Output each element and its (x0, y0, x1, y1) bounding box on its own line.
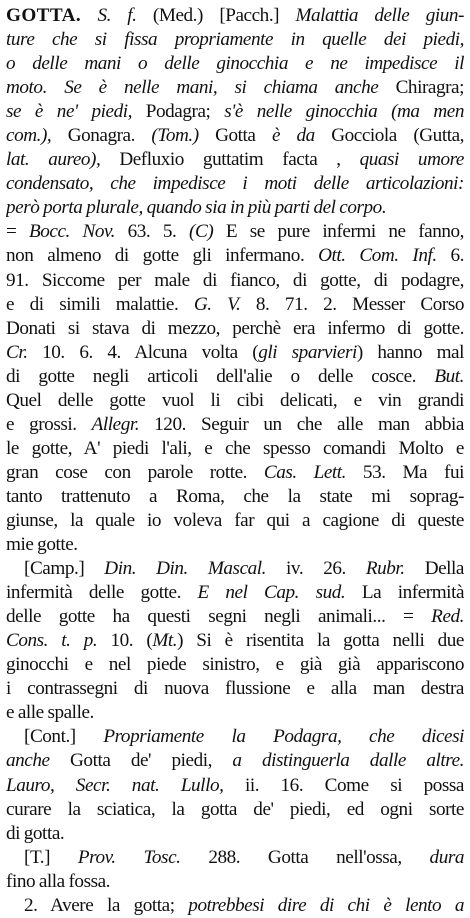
italic-span: Mt. (152, 630, 178, 652)
text-span: e alle spalle. (6, 702, 94, 724)
italic-span: Cas. Lett. (263, 461, 363, 483)
italic-span: S. f. (81, 5, 153, 26)
text-span: Podagra; (145, 101, 225, 123)
italic-span: (Tom.) (151, 125, 216, 147)
text-span: i contrassegni di nuova flussione e alla man destra (6, 678, 464, 700)
italic-span: Cons. t. p. (6, 630, 111, 652)
text-line (6, 461, 464, 485)
text-span: 288. Gotta nell'ossa, (208, 846, 430, 868)
text-line (6, 894, 464, 918)
text-span: giunse, la quale io voleva far qui a cagione di queste (6, 509, 464, 531)
text-span: le gotte, A' piedi l'ali, e che spesso comandi Molto e (6, 437, 464, 459)
text-span: 2. Avere la gotta; (24, 894, 189, 916)
italic-span: potrebbesi dire di chi è lento a (188, 894, 464, 916)
text-span: ii. 16. Come si possa (244, 774, 464, 796)
text-line (6, 557, 464, 581)
text-span: 91. Siccome per male di fianco, di gotte, di podagre, (6, 269, 464, 291)
text-line (6, 509, 464, 533)
italic-span: E nel Cap. sud. (197, 582, 362, 604)
text-span: Gocciola (Gutta, (331, 125, 464, 147)
italic-span: a distinguerla dalle altre. (232, 750, 464, 772)
text-span: mie gotte. (6, 534, 78, 556)
text-line (6, 52, 464, 76)
text-line (6, 846, 464, 870)
text-line (6, 389, 464, 413)
text-span: ) hanno mal (356, 341, 464, 363)
italic-span: ture che si fissa propriamente in quelle dei piedi, (6, 29, 464, 51)
text-span: La infermità (361, 582, 464, 604)
text-line (6, 749, 464, 773)
italic-span: Prov. Tosc. (77, 846, 209, 868)
text-span: 53. Ma fui (362, 461, 464, 483)
text-line (6, 220, 464, 244)
italic-span: Allegr. (91, 413, 155, 435)
text-span: Gotta de' piedi, (70, 750, 233, 772)
text-line (6, 822, 464, 846)
text-line (6, 605, 464, 629)
italic-span: gli sparvieri (258, 341, 357, 363)
text-span: 120. Seguir un che alle man abbia (154, 413, 464, 435)
text-span: [T.] (24, 846, 78, 868)
text-line (6, 629, 464, 653)
text-span: = (6, 221, 29, 243)
text-span: Gotta (215, 125, 272, 147)
text-line (6, 365, 464, 389)
italic-span: (C) (189, 221, 226, 243)
text-span: Gonagra. (67, 125, 152, 147)
text-line (6, 269, 464, 293)
text-line (6, 437, 464, 461)
text-line (6, 485, 464, 509)
text-line (6, 100, 464, 124)
italic-span: lat. aureo), (6, 149, 120, 171)
text-line (6, 653, 464, 677)
text-span: Della (424, 558, 464, 580)
text-line (6, 148, 464, 172)
italic-span: Ott. Com. Inf. (318, 245, 451, 267)
text-span: gran cose con parole rotte. (6, 461, 264, 483)
text-line (6, 413, 464, 437)
text-line (6, 677, 464, 701)
text-span: Chiragra; (395, 77, 464, 99)
italic-span: se è ne' piedi, (6, 101, 146, 123)
italic-span: è da (271, 125, 332, 147)
italic-span: s'è nelle ginocchia (ma men (224, 101, 464, 123)
italic-span: però porta plurale, quando sia in più parti del corpo. (6, 197, 387, 219)
italic-span: com.), (6, 125, 68, 147)
text-line (6, 293, 464, 317)
italic-span: G. V. (193, 293, 256, 315)
text-line (6, 28, 464, 52)
text-line (6, 341, 464, 365)
text-span: non almeno di gotte gli infermano. (6, 245, 319, 267)
text-span: ) Si è risentita la gotta nelli due (177, 630, 464, 652)
italic-span: Lauro, Secr. nat. Lullo, (6, 774, 245, 796)
italic-span: condensato, che impedisce i moti delle articolazioni: (6, 173, 464, 195)
italic-span: But. (434, 365, 464, 387)
italic-span: Bocc. Nov. (29, 221, 128, 243)
text-span: fino alla fossa. (6, 870, 111, 892)
text-line (6, 196, 464, 220)
text-span: curare la sciatica, la gotta de' piedi, ed ogni sorte (6, 798, 464, 820)
italic-span: Red. (431, 606, 464, 628)
text-span: e grossi. (6, 413, 92, 435)
italic-span: Din. Din. Mascal. (104, 558, 287, 580)
italic-span: dura (429, 846, 464, 868)
text-span: 63. 5. (127, 221, 190, 243)
text-span: infermità delle gotte. (6, 582, 198, 604)
italic-span: Cr. (6, 341, 43, 363)
text-line (6, 172, 464, 196)
text-span: [Cont.] (24, 726, 104, 748)
text-span: 10. ( (110, 630, 153, 652)
text-line (6, 701, 464, 725)
text-span: Defluxio guttatim facta , (119, 149, 360, 171)
text-line (6, 870, 464, 894)
text-span: tanto trattenuto a Roma, che la state mi soprag- (6, 485, 464, 507)
text-line (6, 4, 464, 28)
text-span: delle gotte ha questi segni negli animali... = (6, 606, 432, 628)
italic-span: Propriamente la Podagra, che dicesi (103, 726, 464, 748)
text-line (6, 533, 464, 557)
italic-span: quasi umore (359, 149, 464, 171)
text-line (6, 124, 464, 148)
italic-span: moto. Se è nelle mani, si chiama anche (6, 77, 396, 99)
text-span: 10. 6. 4. Alcuna volta ( (42, 341, 259, 363)
text-span: Donati si stava di mezzo, perchè era infermo di gotte. (6, 317, 464, 339)
text-line (6, 581, 464, 605)
text-span: 6. (450, 245, 464, 267)
text-span: di gotte negli articoli dell'alie o delle cosce. (6, 365, 435, 387)
text-span: [Camp.] (24, 558, 105, 580)
italic-span: anche (6, 750, 71, 772)
text-span: 8. 71. 2. Messer Corso (255, 293, 464, 315)
text-line (6, 774, 464, 798)
italic-span: Rubr. (365, 558, 425, 580)
text-span: ginocchi e nel piede sinistro, e già già appariscono (6, 654, 464, 676)
text-line (6, 76, 464, 100)
text-line (6, 798, 464, 822)
italic-span: o delle mani o delle ginocchia e ne impedisce il (6, 53, 464, 75)
italic-span: Malattia delle giun- (295, 5, 464, 26)
text-line (6, 244, 464, 268)
text-span: Quel delle gotte vuol li cibi delicati, e vin grandi (6, 389, 464, 411)
text-span: iv. 26. (286, 558, 366, 580)
text-span: di gotta. (6, 822, 65, 844)
text-span: e di simili malattie. (6, 293, 194, 315)
text-line (6, 725, 464, 749)
headword: GOTTA. (6, 5, 82, 26)
text-span: (Med.) [Pacch.] (152, 5, 296, 26)
text-line (6, 317, 464, 341)
text-span: E se pure infermi ne fanno, (225, 221, 464, 243)
dictionary-entry (6, 4, 464, 918)
